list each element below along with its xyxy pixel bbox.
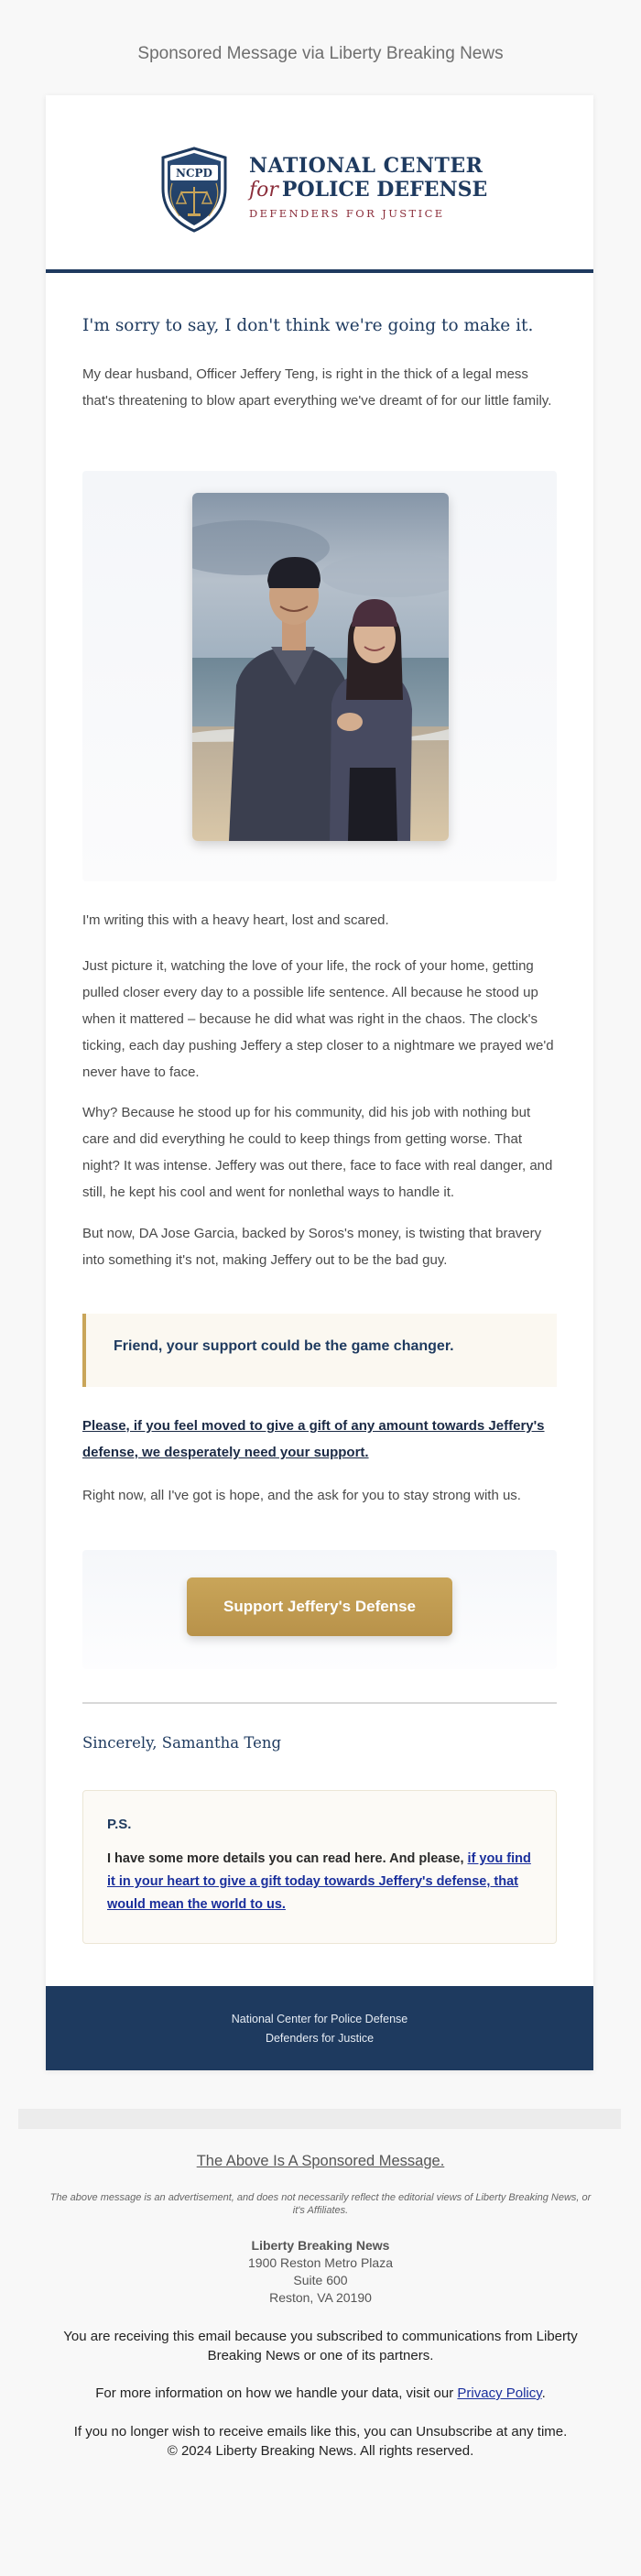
logo-line-2 [249,178,524,202]
header-divider [46,269,593,273]
couple-photo [192,493,449,841]
sponsor-header: Sponsored Message via Liberty Breaking News [137,44,504,63]
photo-frame [82,471,557,881]
footer-separator [18,2109,621,2129]
police-badge-logo-icon [159,147,229,233]
cta-section [82,1550,557,1669]
address-line-3: Reston, VA 20190 [269,2290,372,2305]
card-footer [46,1986,593,2070]
intro-paragraph: My dear husband, Officer Jeffery Teng, is right in the thick of a legal mess that's threatening to blow apart everything we've dreamt of for our little family. [82,366,552,409]
footer-org-tagline: Defenders for Justice [265,2032,375,2045]
privacy-prefix: For more information on how we handle your data, visit our [95,2385,458,2401]
ps-body: I have some more details you can read here. And please, [107,1851,468,1866]
email-card [46,95,593,2070]
logo-line-2-rest: POLICE DEFENSE [281,178,488,202]
email-header [46,95,593,269]
logo-tagline: DEFENDERS FOR JUSTICE [249,207,445,220]
logo-line-1: NATIONAL CENTER [249,154,483,178]
callout-box [82,1314,557,1387]
ps-box [82,1790,557,1944]
footer-org-name: National Center for Police Defense [231,2013,408,2025]
privacy-suffix: . [541,2385,546,2401]
paragraph-3: Why? Because he stood up for his community, did his job with nothing but care and did everything he could to keep things from getting worse. That night? It was intense. Jeffery was out there, face to face with real danger, and still, he kept his cool and went for nonlethal ways to handle it. [82,1105,553,1200]
disclaimer: The above message is an advertisement, and does not necessarily reflect the editorial views of Liberty Breaking News, or it's Affiliates. [49,2192,592,2216]
address-line-1: 1900 Reston Metro Plaza [248,2255,393,2270]
ps-label: P.S. [107,1817,132,1832]
copyright: © 2024 Liberty Breaking News. All rights reserved. [167,2443,474,2459]
subscribe-note: You are receiving this email because you subscribed to communications from Liberty Breaking News or one of its partners. [63,2329,578,2363]
publisher-address [0,2237,641,2307]
hope-paragraph: Right now, all I've got is hope, and the ask for you to stay strong with us. [82,1488,521,1503]
publisher-name: Liberty Breaking News [251,2238,390,2253]
paragraph-4: But now, DA Jose Garcia, backed by Soros's money, is twisting that bravery into something it's not, making Jeffery out to be the bad guy. [82,1226,542,1268]
sponsored-message-title: The Above Is A Sponsored Message. [196,2153,445,2169]
callout-text: Friend, your support could be the game changer. [114,1338,454,1354]
ps-text [107,1848,538,1916]
section-divider [82,1702,557,1704]
privacy-note [55,2384,586,2403]
badge-text: NCPD [176,167,212,180]
paragraph-2: Just picture it, watching the love of your life, the rock of your home, getting pulled closer every day to a possible life sentence. All because he stood up when it mattered – because he did what was right in the chaos. The clock's ticking, each day pushing Jeffery a step closer to a nightmare we prayed we'd never have to face. [82,958,554,1080]
address-line-2: Suite 600 [293,2273,348,2287]
donate-ask-link[interactable]: Please, if you feel moved to give a gift of any amount towards Jeffery's defense, we desperately need your support. [82,1418,545,1460]
logo-wordmark [249,154,524,223]
ps-donate-link[interactable]: if you find it in your heart to give a gift today towards Jeffery's defense, that would mean the world to us. [107,1851,531,1912]
letter-headline: I'm sorry to say, I don't think we're going to make it. [82,316,534,335]
unsubscribe-note: If you no longer wish to receive emails like this, you can Unsubscribe at any time. [73,2424,568,2440]
support-defense-button[interactable]: Support Jeffery's Defense [187,1577,452,1636]
paragraph-1: I'm writing this with a heavy heart, lost and scared. [82,912,389,928]
logo-for: for [249,179,278,202]
privacy-policy-link[interactable]: Privacy Policy [457,2385,542,2401]
signoff: Sincerely, Samantha Teng [82,1734,282,1752]
